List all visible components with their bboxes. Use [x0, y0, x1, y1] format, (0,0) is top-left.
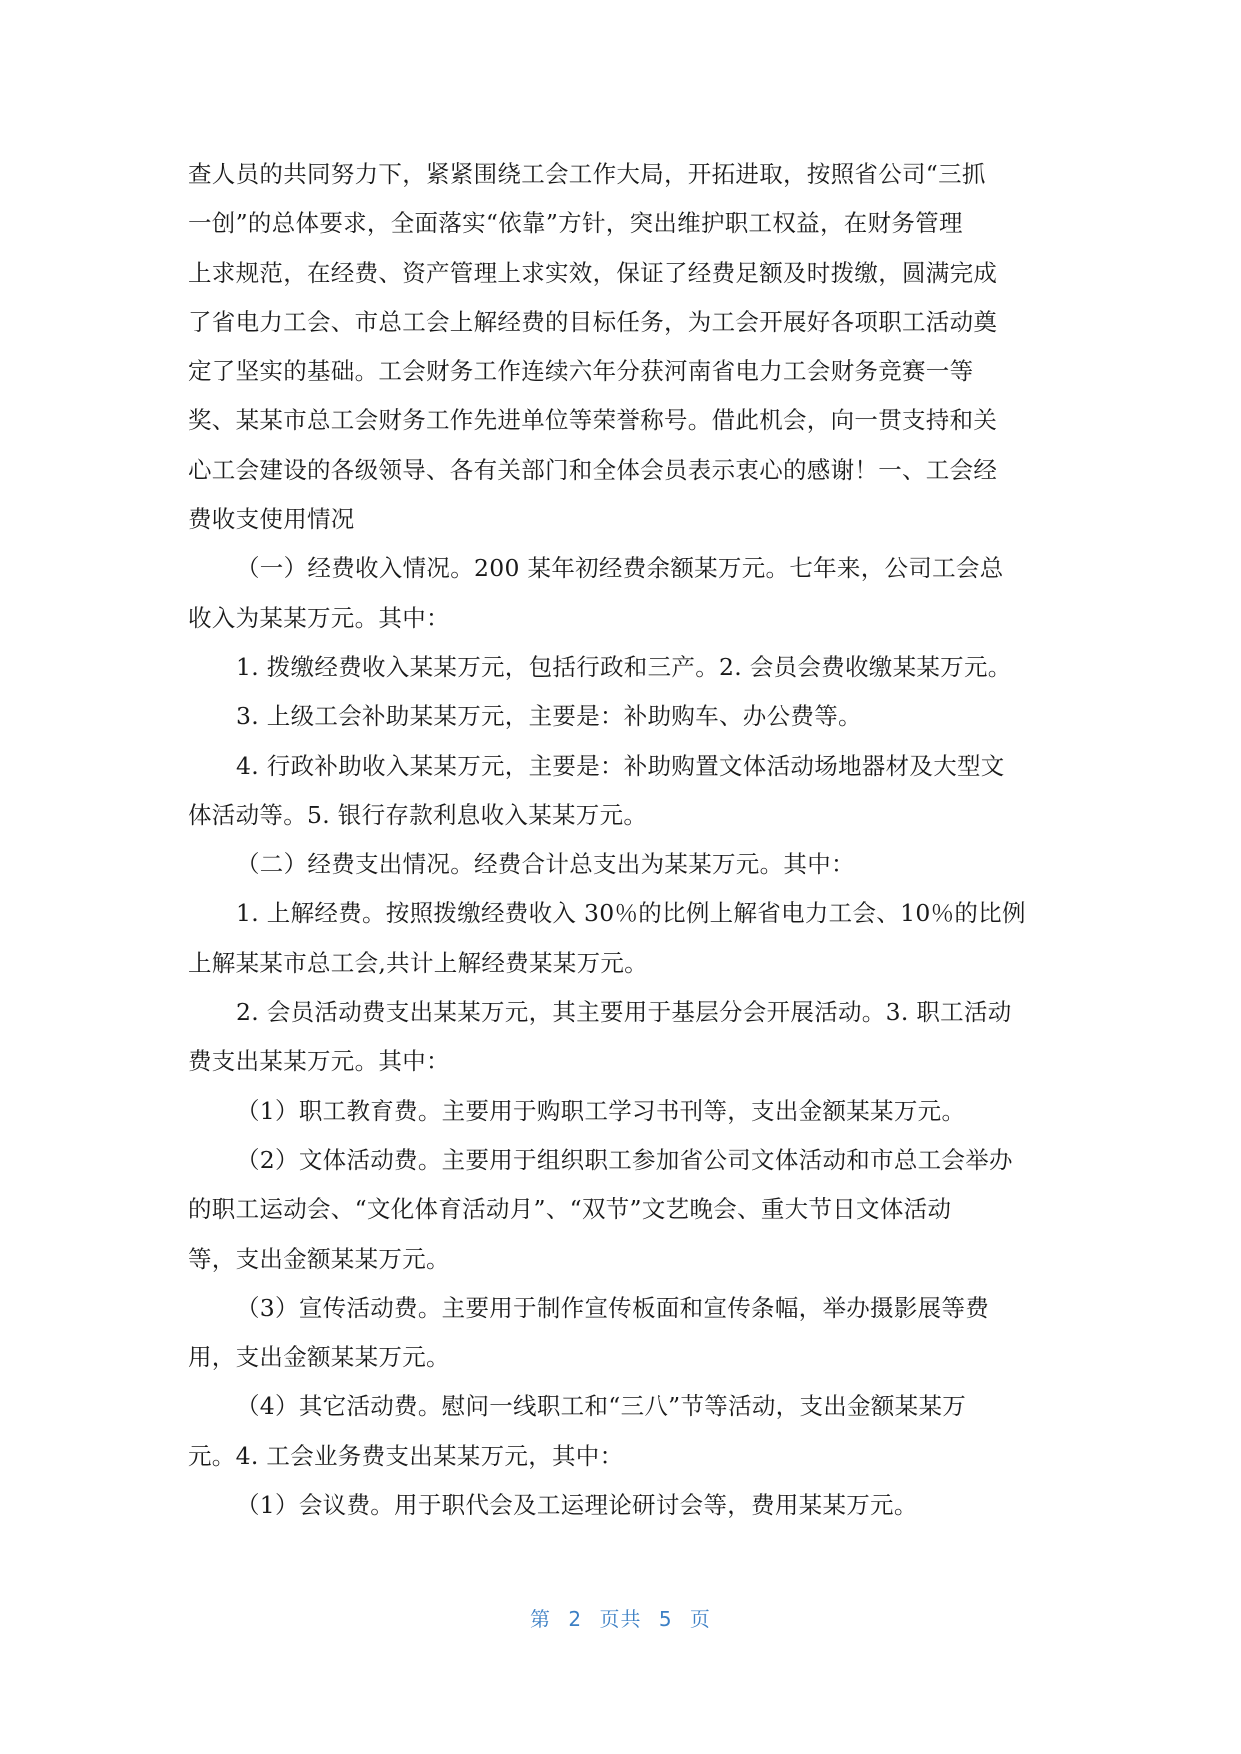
text-line: 了省电力工会、市总工会上解经费的目标任务，为工会开展好各项职工活动奠 [188, 307, 998, 336]
text-line: 1. 拨缴经费收入某某万元，包括行政和三产。2. 会员会费收缴某某万元。 [236, 652, 1012, 681]
text-line: 一创”的总体要求，全面落实“依靠”方针，突出维护职工权益，在财务管理 [188, 209, 963, 238]
text-line: （二）经费支出情况。经费合计总支出为某某万元。其中： [236, 850, 855, 879]
text-line: 奖、某某市总工会财务工作先进单位等荣誉称号。借此机会，向一贯支持和关 [188, 406, 998, 435]
text-line: 用，支出金额某某万元。 [188, 1343, 450, 1372]
text-line: 2. 会员活动费支出某某万元，其主要用于基层分会开展活动。3. 职工活动 [236, 998, 1012, 1027]
text-line: 上求规范，在经费、资产管理上求实效，保证了经费足额及时拨缴，圆满完成 [188, 258, 998, 287]
text-line: （4）其它活动费。慰问一线职工和“三八”节等活动，支出金额某某万 [236, 1392, 967, 1421]
text-line: 心工会建设的各级领导、各有关部门和全体会员表示衷心的感谢！一、工会经 [188, 455, 998, 484]
text-line: （1）会议费。用于职代会及工运理论研讨会等，费用某某万元。 [236, 1491, 918, 1520]
text-line: 元。4. 工会业务费支出某某万元，其中： [188, 1441, 624, 1470]
text-line: （一）经费收入情况。200 某年初经费余额某万元。七年来，公司工会总 [236, 554, 1004, 583]
document-body [188, 150, 1068, 1530]
text-line: 收入为某某万元。其中： [188, 603, 450, 632]
text-line: 查人员的共同努力下，紧紧围绕工会工作大局，开拓进取，按照省公司“三抓 [188, 160, 986, 188]
text-line: 定了坚实的基础。工会财务工作连续六年分获河南省电力工会财务竞赛一等 [188, 357, 974, 386]
text-line: 1. 上解经费。按照拨缴经费收入 30％的比例上解省电力工会、10％的比例 [236, 899, 1026, 928]
text-line: 4. 行政补助收入某某万元，主要是：补助购置文体活动场地器材及大型文 [236, 751, 1005, 780]
text-line: （2）文体活动费。主要用于组织职工参加省公司文体活动和市总工会举办 [236, 1145, 1013, 1174]
page-number-footer: 第 2 页共 5 页 [530, 1607, 711, 1631]
text-line: 费收支使用情况 [188, 505, 355, 534]
text-line: 体活动等。5. 银行存款利息收入某某万元。 [188, 800, 648, 829]
text-line: （3）宣传活动费。主要用于制作宣传板面和宣传条幅，举办摄影展等费 [236, 1293, 990, 1322]
text-line: 上解某某市总工会,共计上解经费某某万元。 [188, 948, 648, 977]
text-line: 的职工运动会、“文化体育活动月”、“双节”文艺晚会、重大节日文体活动 [188, 1195, 952, 1224]
text-line: 等，支出金额某某万元。 [188, 1244, 450, 1273]
text-line: （1）职工教育费。主要用于购职工学习书刊等，支出金额某某万元。 [236, 1096, 966, 1125]
text-line: 费支出某某万元。其中： [188, 1047, 450, 1076]
text-line: 3. 上级工会补助某某万元，主要是：补助购车、办公费等。 [236, 702, 862, 731]
